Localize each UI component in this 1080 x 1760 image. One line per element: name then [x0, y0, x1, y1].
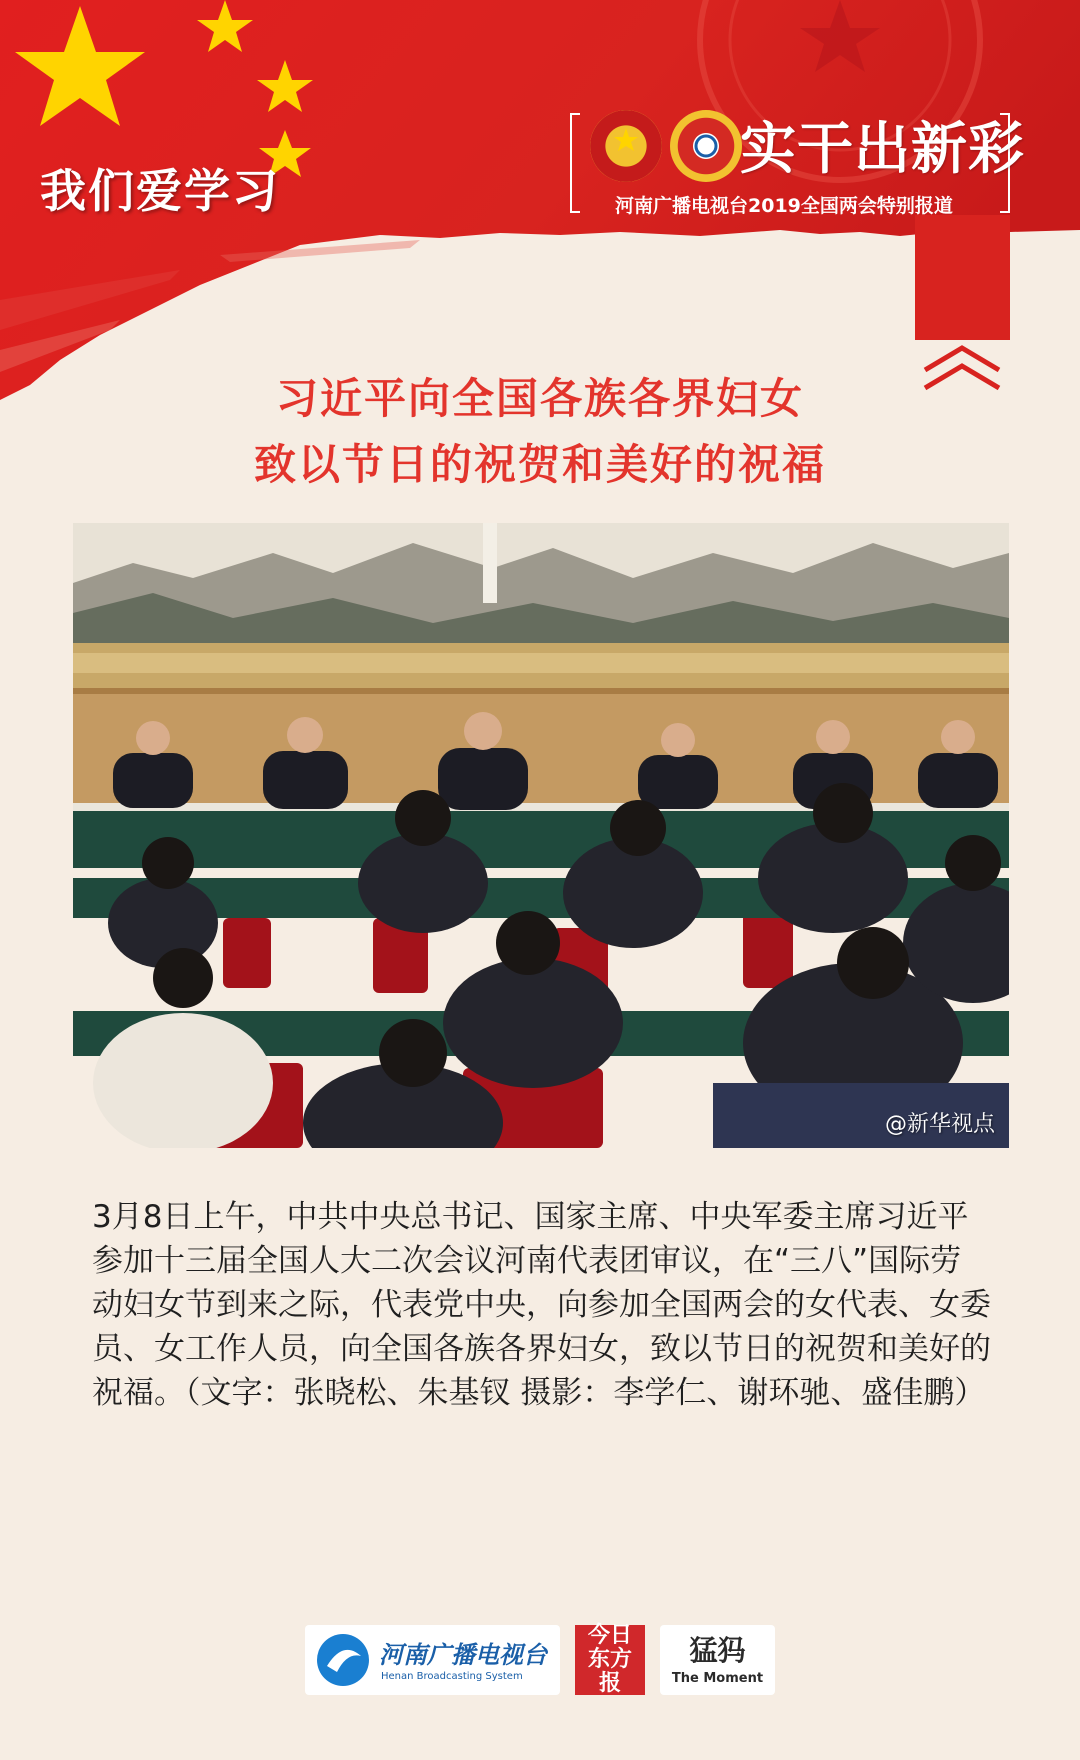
headline-line-2: 致以节日的祝贺和美好的祝福 [253, 440, 826, 489]
meeting-photo-illustration [73, 523, 1009, 1148]
hbs-logo-name: 河南广播电视台 [379, 1640, 547, 1669]
jinri-dongfang-logo [575, 1625, 645, 1695]
news-photo [73, 523, 1009, 1148]
headline-line-1: 习近平向全国各族各界妇女 [275, 374, 804, 423]
national-emblem-icon [590, 110, 662, 182]
bracket-left [570, 113, 580, 213]
hbs-logo-sub: Henan Broadcasting System [381, 1671, 523, 1682]
moment-logo-name: 猛犸 [689, 1634, 746, 1667]
article-paragraph: 3月8日上午，中共中央总书记、国家主席、中央军委主席习近平参加十三届全国人大二次会议河南代表团审议，在“三八”国际劳动妇女节到来之际，代表党中央，向参加全国两会的女代表、女委员、女工作人员，向全国各族各界妇女，致以节日的祝贺和美好的祝福。（文字：张晓松、朱基钗 摄影：李学仁、谢环驰、盛佳鹏） [92, 1199, 991, 1411]
photo-credit: @新华视点 [884, 1112, 995, 1137]
moment-logo-sub: The Moment [671, 1671, 764, 1686]
section-label: 我们爱学习 [40, 164, 280, 218]
brand-title: 实干出新彩 [740, 116, 1025, 182]
hbs-swirl-icon [313, 1630, 373, 1690]
brand-subtitle: 河南广播电视台2019全国两会特别报道 [615, 195, 953, 217]
brand-block [570, 105, 1025, 217]
moment-logo [660, 1625, 775, 1695]
henan-broadcasting-logo [305, 1625, 560, 1695]
partner-logos [305, 1625, 780, 1697]
jinri-dongfang-logo-text: 今日东方报 [587, 1623, 632, 1696]
cppcc-emblem-icon [670, 110, 742, 182]
